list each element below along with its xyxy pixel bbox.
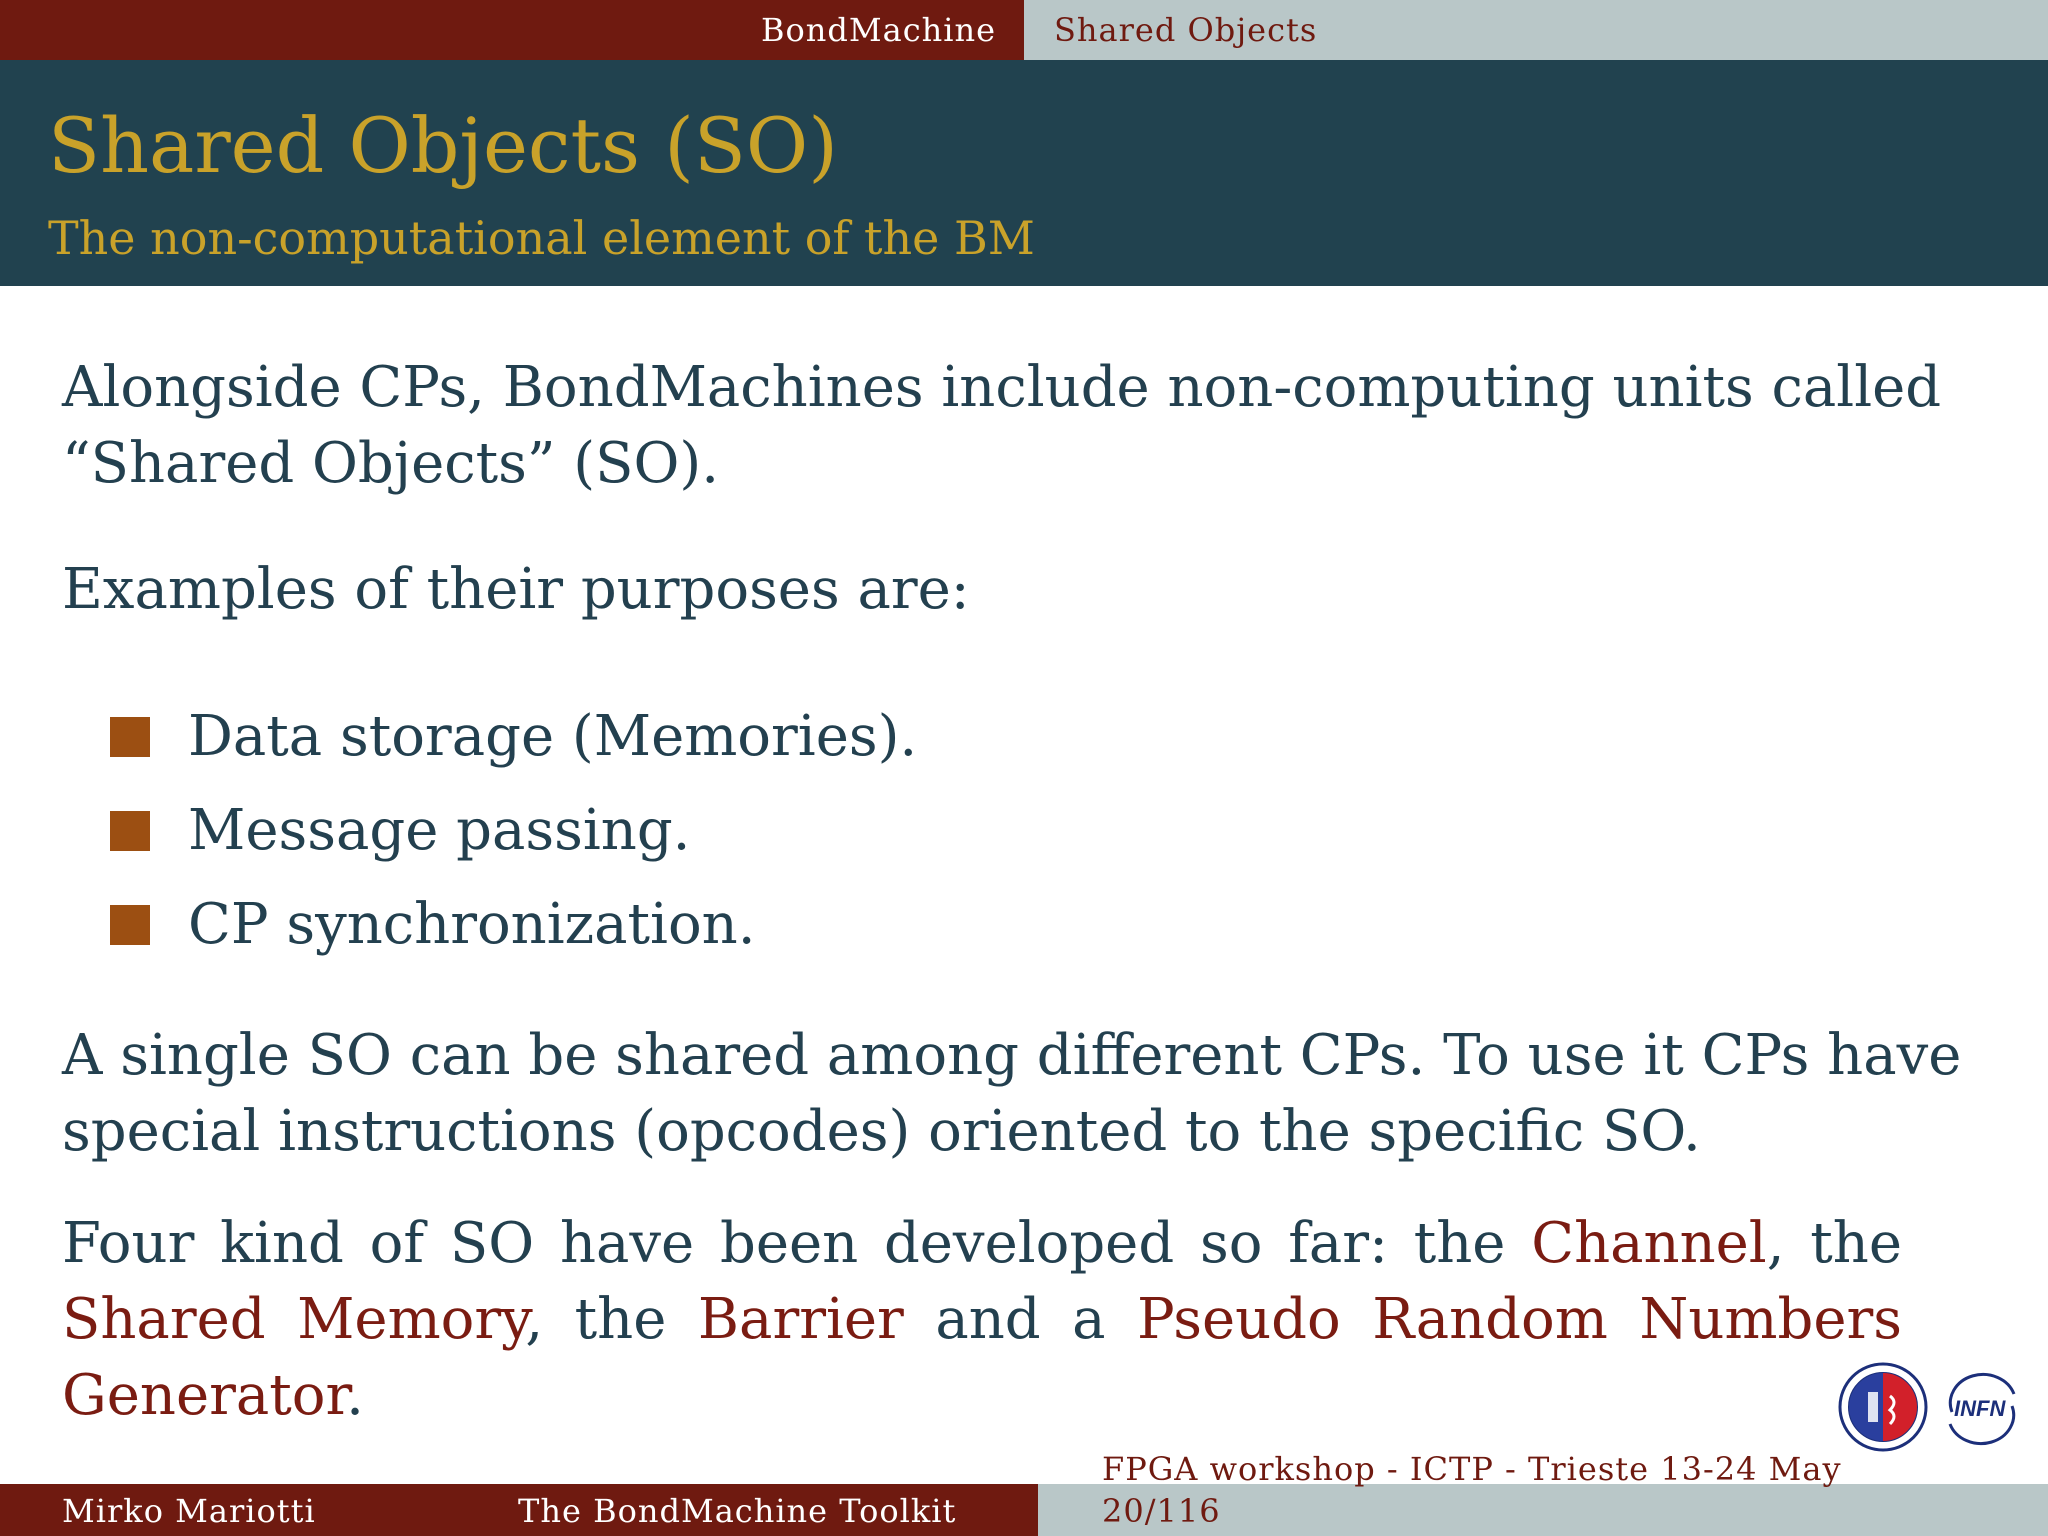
list-item <box>62 690 917 784</box>
footer-talk-title: The BondMachine Toolkit <box>518 1492 957 1530</box>
list-item-text: CP synchronization. <box>188 892 756 957</box>
bullet-square-icon <box>110 717 150 757</box>
nav-subsection[interactable] <box>1024 0 2048 60</box>
kinds-end: . <box>346 1363 364 1428</box>
list-item-text: Message passing. <box>188 798 691 863</box>
kind-channel: Channel <box>1531 1211 1767 1276</box>
nav-subsection-label: Shared Objects <box>1054 11 1318 49</box>
slide-subtitle: The non-computational element of the BM <box>48 211 1035 265</box>
list-item <box>62 878 917 972</box>
page-number: 20/116 <box>1102 1492 1221 1530</box>
footer-author: Mirko Mariotti <box>62 1492 316 1530</box>
kinds-sep: , the <box>525 1287 698 1352</box>
purpose-list <box>62 690 917 972</box>
kind-shared-memory: Shared Memory <box>62 1287 526 1352</box>
footer-event: FPGA workshop - ICTP - Trieste 13-24 May <box>1102 1450 1842 1488</box>
footer-left <box>0 1484 1038 1536</box>
infn-logo <box>1940 1372 2024 1446</box>
bullet-square-icon <box>110 905 150 945</box>
nav-section-label: BondMachine <box>760 11 996 49</box>
kinds-sep: and a <box>903 1287 1138 1352</box>
kinds-lead: Four kind of SO have been developed so far: the <box>62 1211 1532 1276</box>
sharing-paragraph: A single SO can be shared among different CPs. To use it CPs have special instructions (opcodes) oriented to the specific SO. <box>62 1023 1962 1164</box>
top-navigation-bar <box>0 0 2048 60</box>
infn-logo-text: INFN <box>1954 1396 2006 1421</box>
university-seal-logo <box>1838 1362 1928 1452</box>
bullet-square-icon <box>110 811 150 851</box>
kind-prng: Pseudo Random Numbers Generator <box>62 1287 1902 1428</box>
kinds-sep: , the <box>1766 1211 1903 1276</box>
list-item <box>62 784 917 878</box>
slide-title: Shared Objects (SO) <box>48 101 838 190</box>
kind-barrier: Barrier <box>697 1287 904 1352</box>
nav-section[interactable] <box>0 0 1024 60</box>
examples-heading: Examples of their purposes are: <box>62 557 970 622</box>
list-item-text: Data storage (Memories). <box>188 704 918 769</box>
kinds-paragraph <box>62 1206 1902 1434</box>
intro-paragraph: Alongside CPs, BondMachines include non-computing units called “Shared Objects” (SO). <box>62 355 1942 496</box>
footer-bar <box>0 1484 2048 1536</box>
title-band <box>0 60 2048 286</box>
